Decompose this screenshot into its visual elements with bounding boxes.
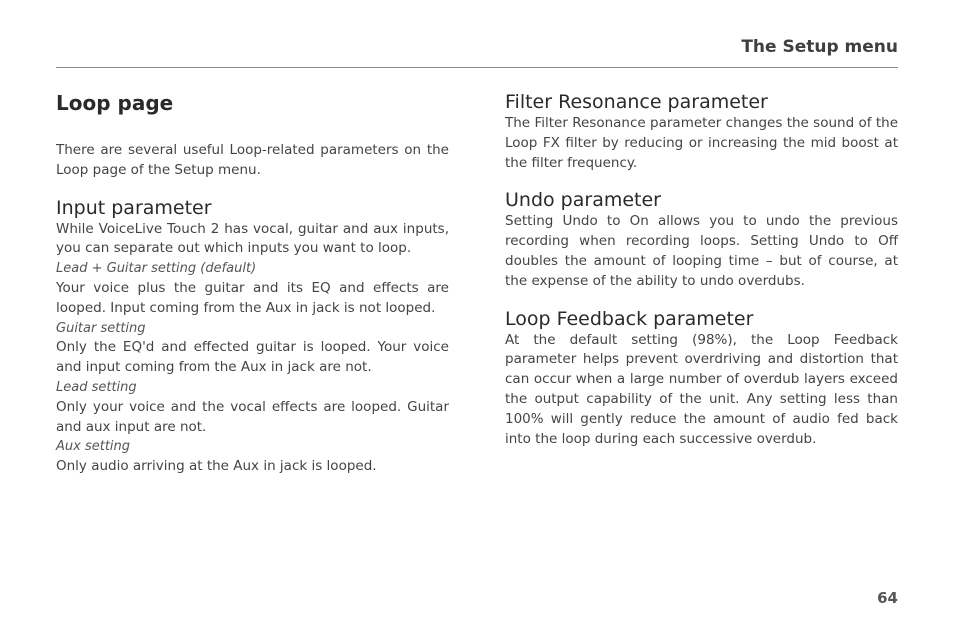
running-header: The Setup menu <box>741 37 898 57</box>
setting-label: Lead + Guitar setting (default) <box>56 261 257 277</box>
section-title: Undo parameter <box>505 189 661 212</box>
setting-label: Aux setting <box>56 439 131 455</box>
loop-feedback-section <box>505 307 898 450</box>
setting-text: Only your voice and the vocal effects are looped. Guitar and aux input are not. <box>56 398 449 435</box>
setting-label: Guitar setting <box>56 320 146 336</box>
undo-section <box>505 188 898 291</box>
setting-text: Only the EQ'd and effected guitar is looped. Your voice and input coming from the Aux in jack are not. <box>56 339 449 376</box>
header-rule <box>56 67 898 68</box>
section-text: At the default setting (98%), the Loop Feedback parameter helps prevent overdriving and distortion that can occur when a large number of overdub layers exceed the output capability of the unit. Any setting less than 100% will gently reduce the amount of audio fed back into the loop during each successive overdub. <box>505 331 898 447</box>
intro-paragraph: There are several useful Loop-related parameters on the Loop page of the Setup menu. <box>56 142 449 178</box>
setting-label: Lead setting <box>56 379 137 395</box>
section-text: Setting Undo to On allows you to undo the previous recording when recording loops. Setting Undo to Off doubles the amount of looping time – but of course, at the expense of the ability to undo overdubs. <box>505 213 898 289</box>
section-text: While VoiceLive Touch 2 has vocal, guitar and aux inputs, you can separate out which inputs you want to loop. <box>56 220 449 257</box>
page-title: Loop page <box>56 91 174 115</box>
filter-resonance-section <box>505 90 898 173</box>
section-title: Filter Resonance parameter <box>505 91 768 113</box>
page-number: 64 <box>877 589 898 607</box>
setting-text: Only audio arriving at the Aux in jack is looped. <box>56 458 377 475</box>
section-text: The Filter Resonance parameter changes the sound of the Loop FX filter by reducing or increasing the mid boost at the filter frequency. <box>505 115 898 171</box>
setting-text: Your voice plus the guitar and its EQ and effects are looped. Input coming from the Aux in jack is not looped. <box>56 279 449 316</box>
section-title: Loop Feedback parameter <box>505 307 754 330</box>
input-parameter-section <box>56 196 449 477</box>
section-title: Input parameter <box>56 196 212 219</box>
left-column <box>56 90 449 492</box>
right-column <box>505 90 898 464</box>
